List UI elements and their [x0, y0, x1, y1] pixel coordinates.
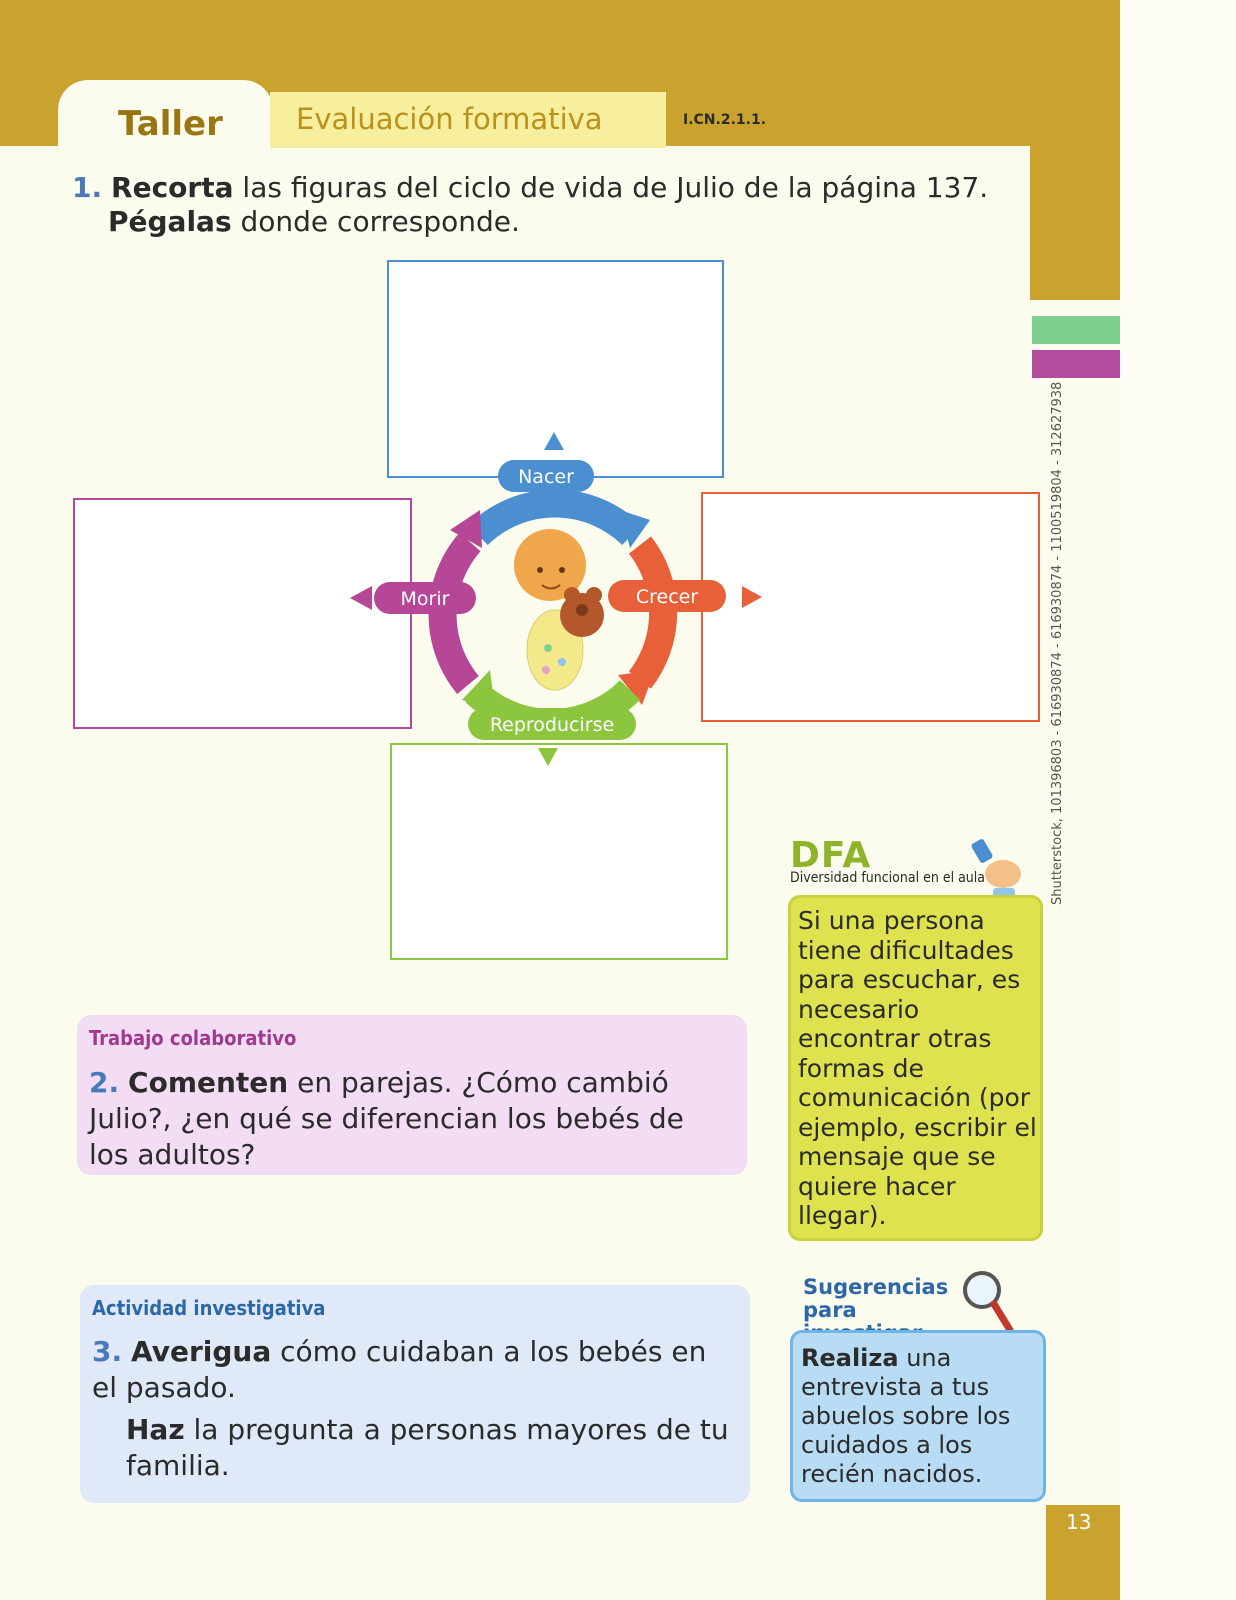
taller-label: Taller: [118, 104, 223, 144]
pink-stripe: [1032, 350, 1120, 378]
green-stripe: [1032, 316, 1120, 344]
question-3-text1: cómo cuidaban a los bebés en el pasado.: [92, 1335, 707, 1404]
right-triangle: [742, 586, 762, 608]
nacer-label: Nacer: [518, 466, 574, 488]
question-2-verb: Comenten: [128, 1066, 289, 1099]
suggestions-title: Sugerencias para: [803, 1275, 949, 1322]
dfa-subtitle: Diversidad funcional en el aula: [790, 870, 985, 886]
question-1: [72, 171, 992, 239]
down-triangle: [538, 748, 558, 766]
magnifying-glass-icon: [960, 1268, 1018, 1338]
suggestions-verb: Realiza: [801, 1344, 899, 1372]
suggestions-text: [801, 1344, 1041, 1489]
collaborative-title: Trabajo colaborativo: [89, 1026, 297, 1050]
question-1-text2: donde corresponde.: [231, 205, 520, 238]
left-triangle: [350, 586, 372, 610]
up-triangle: [544, 432, 564, 450]
question-3-number: 3.: [92, 1335, 123, 1368]
question-1-verb2: Pégalas: [108, 205, 232, 238]
curriculum-code: I.CN.2.1.1.: [683, 112, 767, 128]
side-band: [1030, 0, 1120, 300]
question-2: [89, 1065, 729, 1173]
suggestions-body: una entrevista a tus abuelos sobre los cuidados a los recién nacidos.: [801, 1344, 1011, 1488]
question-1-verb1: Recorta: [111, 171, 234, 204]
page-number: 13: [1066, 1510, 1092, 1534]
question-1-number: 1.: [72, 171, 103, 204]
question-3-verb1: Averigua: [131, 1335, 272, 1368]
question-3-verb2: Haz: [126, 1413, 185, 1446]
dfa-title: DFA: [790, 835, 872, 876]
crecer-label: Crecer: [635, 586, 699, 608]
life-cycle-diagram: [350, 430, 770, 810]
question-3-text2: la pregunta a personas mayores de tu familia.: [126, 1413, 729, 1482]
question-1-text1: las figuras del ciclo de vida de Julio de la página 137.: [233, 171, 989, 204]
dfa-text: Si una persona tiene dificultades para escuchar, es necesario encontrar otras formas de comunicación (por ejemplo, escribir el mensaje que se quiere hacer llegar).: [798, 906, 1037, 1230]
question-2-number: 2.: [89, 1066, 120, 1099]
question-2-text: en parejas. ¿Cómo cambió Julio?, ¿en qué se diferencian los bebés de los adultos?: [89, 1066, 684, 1171]
reproducirse-label: Reproducirse: [489, 714, 615, 736]
image-credit: Shutterstock, 101396803 - 616930874 - 616930874 - 1100519804 - 312627938: [1050, 381, 1065, 905]
question-3-part-b: [126, 1412, 746, 1484]
section-label: Evaluación formativa: [296, 102, 603, 136]
question-3: [92, 1334, 732, 1406]
investigative-title: Actividad investigativa: [92, 1296, 326, 1320]
crecer-arc: [640, 545, 663, 680]
morir-label: Morir: [400, 588, 450, 610]
